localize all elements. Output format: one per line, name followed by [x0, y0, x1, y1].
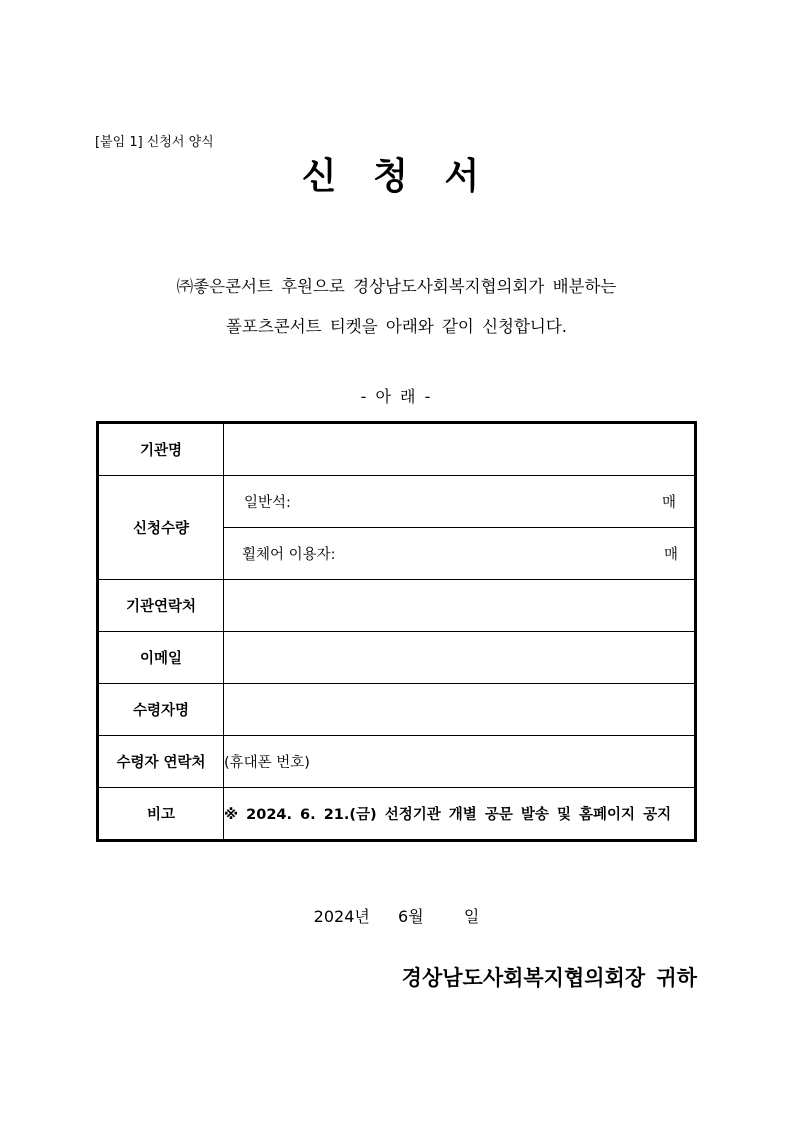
org-name-field[interactable] [224, 423, 696, 476]
org-name-row [98, 423, 696, 476]
addressee: 경상남도사회복지협의회장 귀하 [401, 966, 697, 990]
wheelchair-field[interactable] [224, 528, 696, 580]
remarks-row [98, 788, 696, 841]
document-title: 신 청 서 [301, 156, 492, 197]
remarks-label: 비고 [98, 788, 224, 841]
below-label: - 아 래 - [360, 387, 433, 406]
recipient-name-row [98, 684, 696, 736]
recipient-name-field[interactable] [224, 684, 696, 736]
wheelchair-unit: 매 [663, 547, 678, 563]
wheelchair-label: 휠체어 이용자: [242, 547, 336, 563]
intro-line-2: 폴포츠콘서트 티켓을 아래와 같이 신청합니다. [225, 317, 568, 336]
general-seat-unit: 매 [661, 495, 676, 511]
application-form-table [96, 421, 697, 842]
recipient-contact-field[interactable]: (휴대폰 번호) [224, 736, 696, 788]
email-row [98, 632, 696, 684]
org-name-label: 기관명 [98, 423, 224, 476]
date-day: 일 [463, 907, 480, 926]
application-date [0, 904, 793, 927]
quantity-row-general [98, 476, 696, 528]
remarks-text: ※ 2024. 6. 21.(금) 선정기관 개별 공문 발송 및 홈페이지 공지 [224, 788, 696, 841]
intro-line-1: ㈜좋은콘서트 후원으로 경상남도사회복지협의회가 배분하는 [176, 277, 617, 296]
org-contact-field[interactable] [224, 580, 696, 632]
general-seat-field[interactable] [224, 476, 696, 528]
org-contact-label: 기관연락처 [98, 580, 224, 632]
quantity-label: 신청수량 [98, 476, 224, 580]
recipient-contact-row [98, 736, 696, 788]
date-year: 2024년 [313, 907, 370, 926]
date-month: 6월 [398, 907, 424, 926]
recipient-contact-label: 수령자 연락처 [98, 736, 224, 788]
email-label: 이메일 [98, 632, 224, 684]
recipient-name-label: 수령자명 [98, 684, 224, 736]
general-seat-label: 일반석: [244, 495, 291, 511]
org-contact-row [98, 580, 696, 632]
attachment-label: [붙임 1] 신청서 양식 [95, 135, 214, 150]
email-field[interactable] [224, 632, 696, 684]
